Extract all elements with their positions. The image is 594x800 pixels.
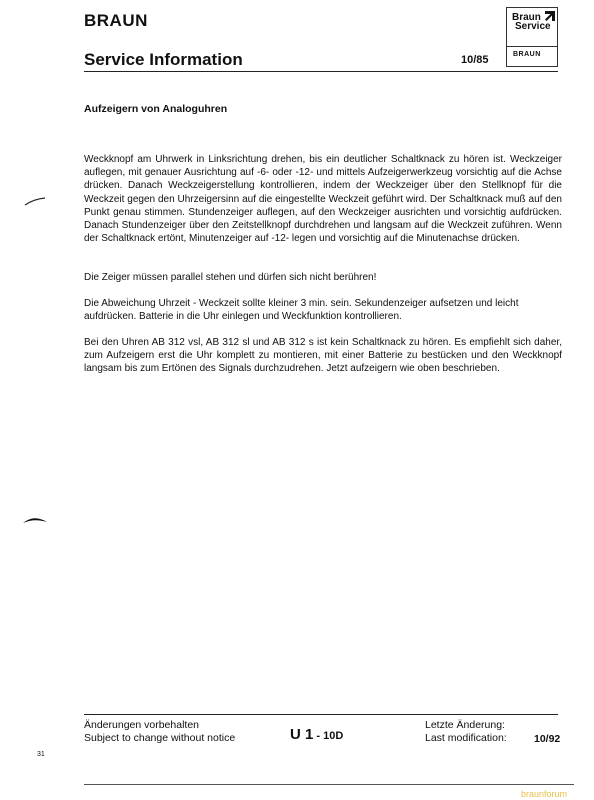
- bottom-rule: [84, 784, 574, 785]
- braun-service-badge: [506, 7, 558, 67]
- page-title: Service Information: [84, 50, 243, 69]
- document-code: [290, 726, 343, 744]
- watermark: braunforum: [521, 789, 568, 799]
- punch-hole-mark: [22, 514, 48, 526]
- last-change-english: Last modification:: [425, 732, 507, 744]
- service-badge-line2: Service: [515, 21, 551, 32]
- paragraph-1: Weckknopf am Uhrwerk in Linksrichtung drehen, bis ein deutlicher Schaltknack zu hören ist. Weckzeiger auflegen, mit genauer Ausrichtung auf -6- oder -12- und mittels Aufzeigerwerkzeug vorsichtig auf die Achse drücken. Danach Weckzeigerstellung kontrollieren, indem der Weckzeiger über den Stellknopf für die Weckzeit gegen den Uhrzeigersinn auf die eingestellte Weckzeit geführt wird. Der Schaltknack muß auf den Punkt genau stimmen. Stundenzeiger auflegen, auf den Weckzeiger ausrichten und vorsichtig aufdrücken. Danach Stundenzeiger über den Zeitstellknopf durchdrehen und langsam auf die Weckzeit zuführen. Wenn der Schaltknack ertönt, Minutenzeiger auf -12- legen und vorsichtig auf die Minutenachse drücken.: [84, 154, 562, 245]
- footer-divider: [84, 714, 558, 715]
- braun-logo: BRAUN: [84, 11, 148, 30]
- last-modification-date: 10/92: [534, 733, 561, 745]
- document-code-suffix: - 10D: [313, 730, 344, 742]
- arrow-icon: [544, 10, 556, 22]
- paragraph-3: Die Abweichung Uhrzeit - Weckzeit sollte kleiner 3 min. sein. Sekundenzeiger aufsetzen und leicht aufdrücken. Batterie in die Uhr einlegen und Weckfunktion kontrollieren.: [84, 298, 519, 323]
- last-modification: [425, 719, 507, 745]
- header-divider: [84, 71, 558, 72]
- punch-hole-mark: [24, 197, 46, 207]
- paragraph-2: Die Zeiger müssen parallel stehen und dürfen sich nicht berühren!: [84, 272, 377, 283]
- issue-date: 10/85: [461, 54, 489, 66]
- service-badge-brand: BRAUN: [513, 51, 541, 58]
- service-badge-line1: Braun: [512, 12, 541, 23]
- disclaimer-english: Subject to change without notice: [84, 732, 236, 744]
- paragraph-4: Bei den Uhren AB 312 vsl, AB 312 sl und AB 312 s ist kein Schaltknack zu hören. Es empfiehlt sich daher, zum Aufzeigern erst die Uhr komplett zu montieren, mit einer Batterie zu bestücken und den Weckknopf langsam bis zum Ertönen des Signals durchzudrehen. Jetzt aufzeigern wie oben beschrieben.: [84, 337, 562, 375]
- page-number: 31: [37, 751, 45, 758]
- disclaimer-german: Änderungen vorbehalten: [84, 719, 200, 731]
- last-change-german: Letzte Änderung:: [425, 719, 505, 731]
- document-code-main: U 1: [290, 726, 314, 743]
- footer-disclaimer: [84, 719, 235, 745]
- badge-divider: [507, 46, 557, 47]
- section-heading: Aufzeigern von Analoguhren: [84, 103, 228, 115]
